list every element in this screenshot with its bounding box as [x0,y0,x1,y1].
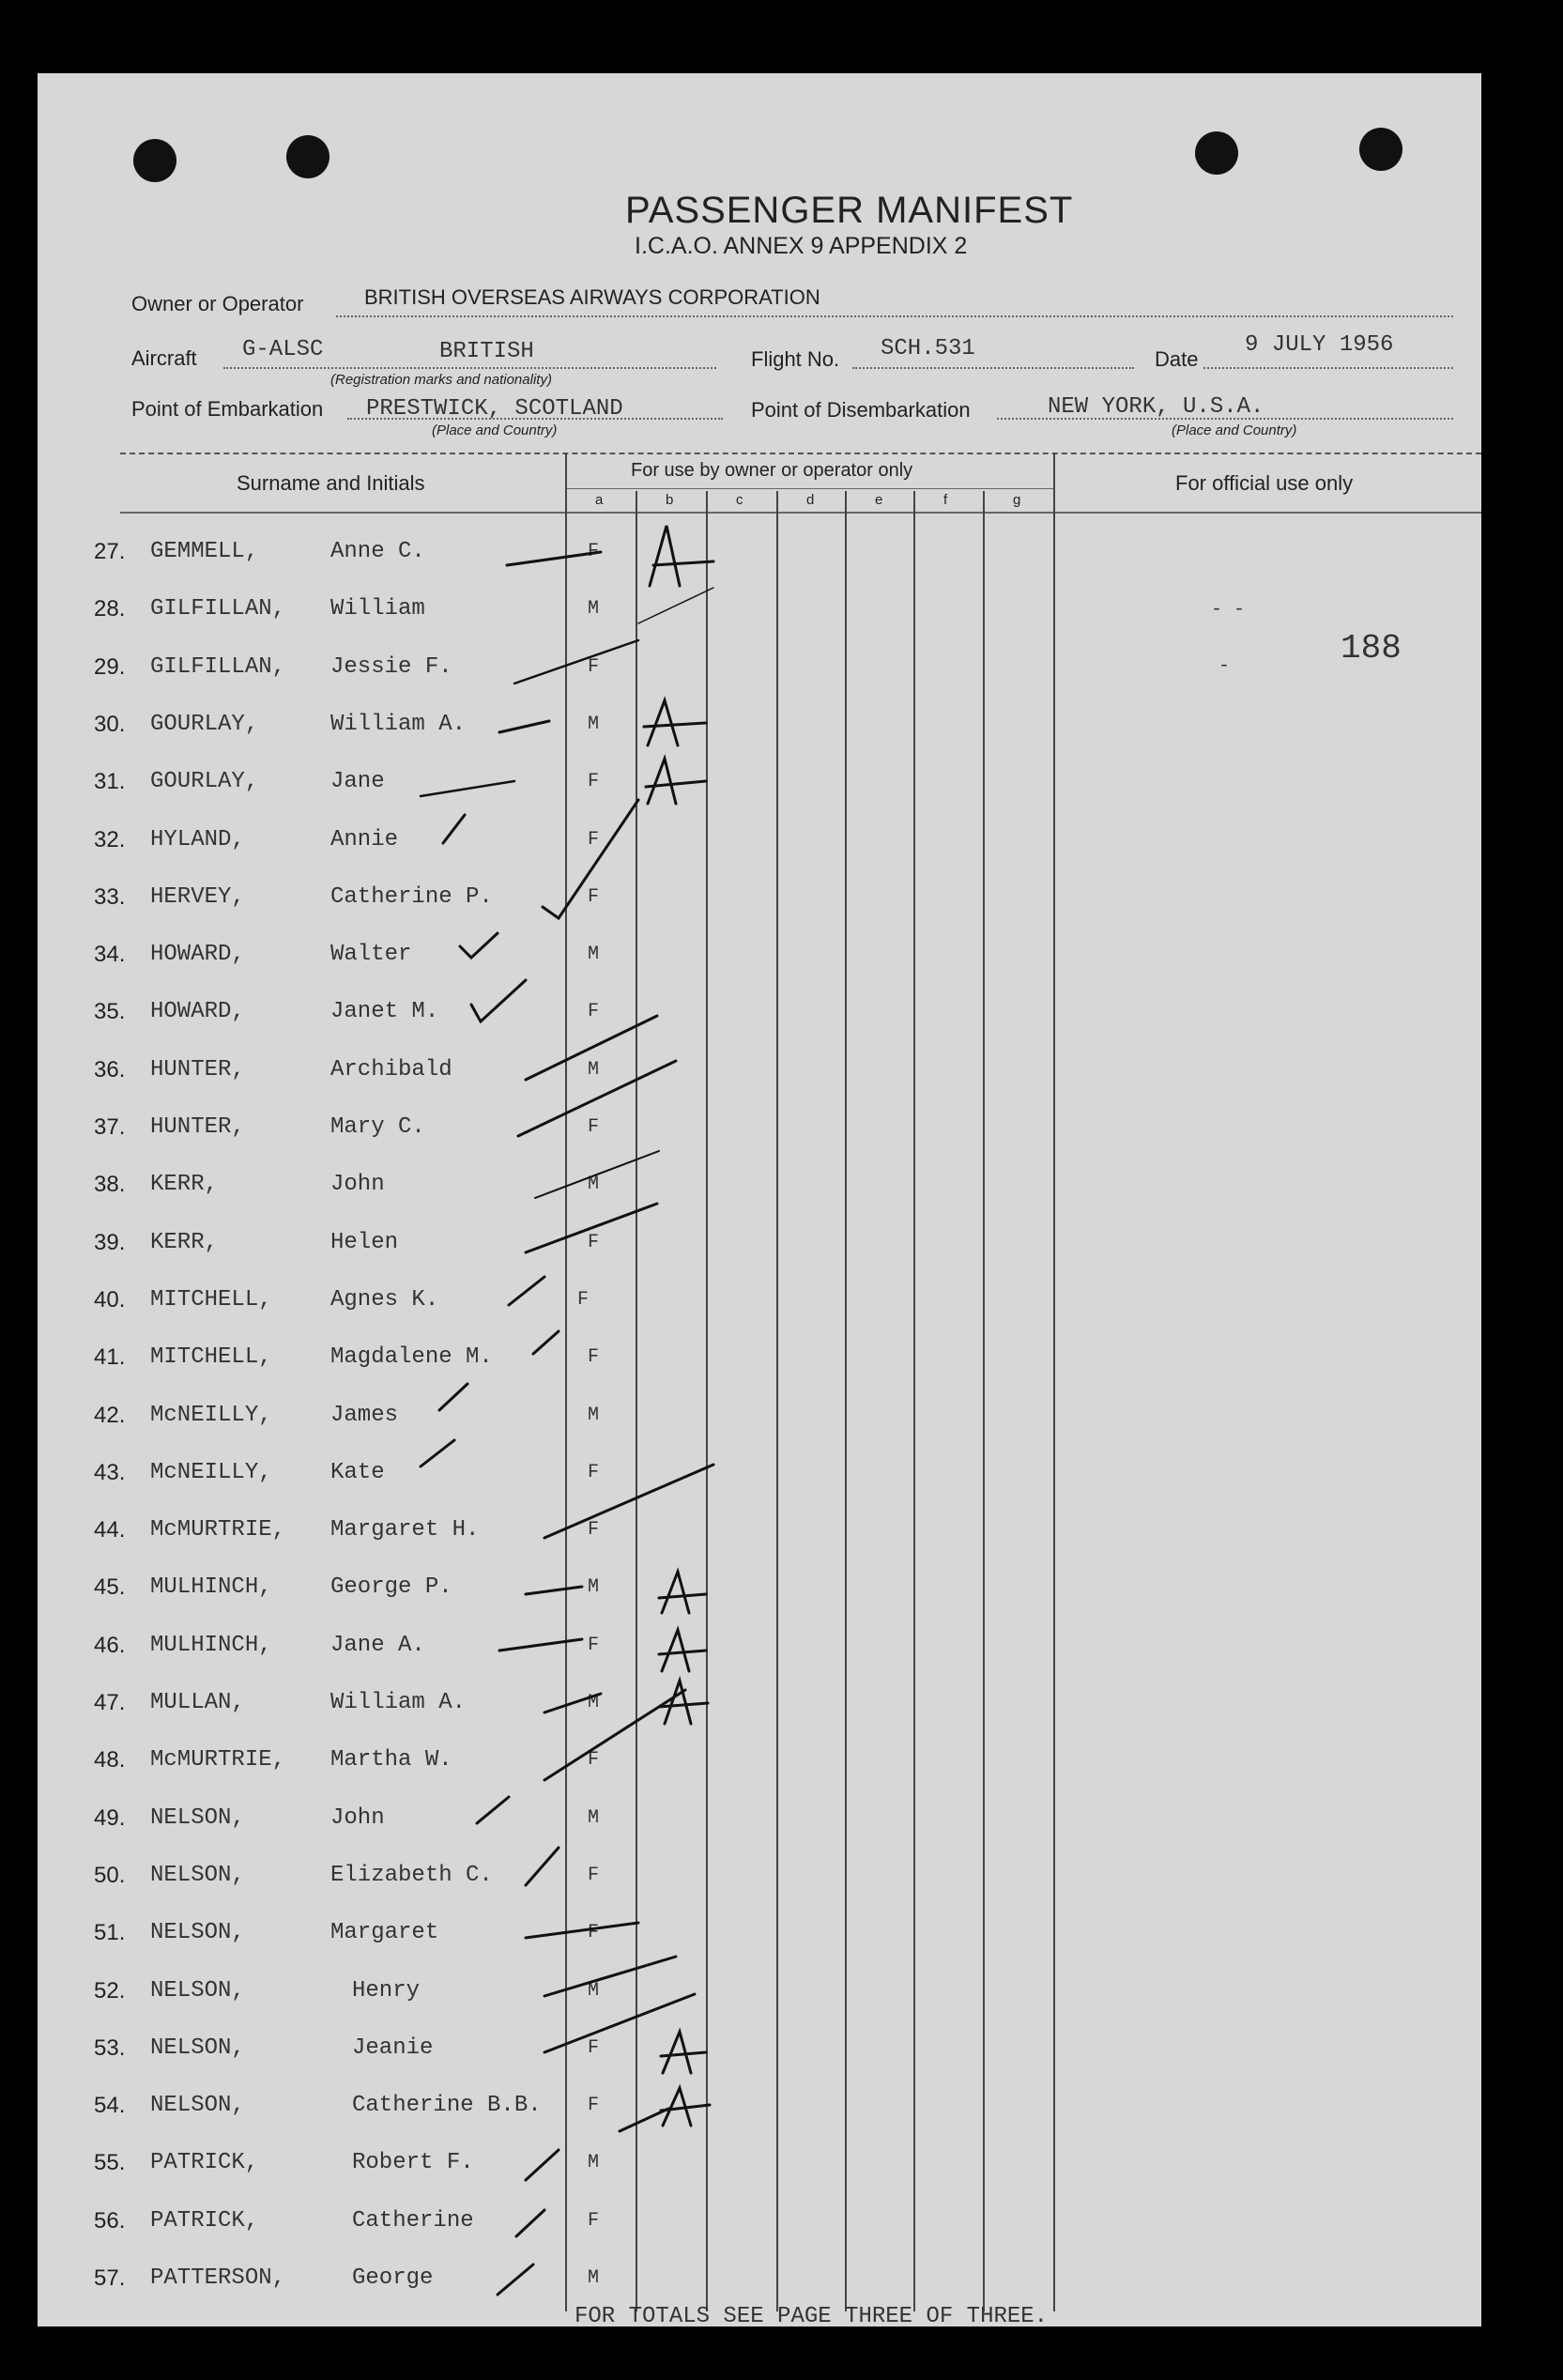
date-value: 9 JULY 1956 [1245,332,1394,358]
check-mark [471,980,526,1021]
owner-column-header: For use by owner or operator only [631,460,913,481]
passenger-sex: F [588,2037,600,2059]
passenger-given-names: Mary C. [330,1114,425,1140]
a-mark [646,759,706,804]
passenger-given-names: Jane [330,769,385,794]
passenger-surname: MITCHELL, [150,1344,272,1370]
official-dash: - - [1211,599,1246,621]
row-number: 38. [94,1172,126,1197]
passenger-surname: McNEILLY, [150,1460,272,1485]
a-mark [659,1630,706,1671]
row-number: 35. [94,999,126,1024]
passenger-surname: PATRICK, [150,2150,259,2175]
passenger-sex: M [588,1692,600,1713]
row-number: 48. [94,1747,126,1773]
check-mark [477,1797,509,1823]
passenger-sex: F [588,1519,600,1541]
row-number: 40. [94,1287,126,1313]
check-mark [439,1384,467,1410]
disembarkation-value: NEW YORK, U.S.A. [1048,394,1264,420]
check-mark [638,588,713,623]
passenger-sex: F [588,541,600,562]
passenger-surname: NELSON, [150,1978,245,2004]
passenger-sex: F [588,1116,600,1138]
aircraft-label: Aircraft [131,346,197,370]
check-mark [544,1694,601,1712]
check-mark [533,1331,559,1354]
passenger-sex: F [588,1922,600,1943]
embarkation-label: Point of Embarkation [131,397,324,421]
row-number: 56. [94,2208,126,2234]
check-mark [526,1923,638,1938]
column-letter: c [736,492,743,508]
passenger-surname: GILFILLAN, [150,654,286,680]
passenger-surname: McNEILLY, [150,1403,272,1428]
page-subtitle: I.C.A.O. ANNEX 9 APPENDIX 2 [635,233,968,259]
check-mark [620,2109,668,2131]
flight-label: Flight No. [751,347,840,371]
column-letter: f [943,492,948,508]
passenger-sex: M [588,1174,600,1195]
passenger-sex: F [588,1635,600,1656]
passenger-sex: M [588,714,600,735]
a-mark [659,1572,706,1613]
row-number: 55. [94,2150,126,2175]
passenger-given-names: Martha W. [330,1747,452,1773]
passenger-given-names: Margaret [330,1920,439,1945]
passenger-sex: M [588,2267,600,2289]
passenger-sex: M [588,1059,600,1081]
row-number: 53. [94,2035,126,2061]
passenger-given-names: Elizabeth C. [330,1863,493,1888]
row-number: 29. [94,654,126,680]
date-label: Date [1155,347,1199,371]
passenger-surname: KERR, [150,1172,219,1197]
check-mark [514,640,638,683]
row-number: 57. [94,2265,126,2291]
row-number: 49. [94,1805,126,1831]
a-mark [661,2032,706,2073]
embarkation-value: PRESTWICK, SCOTLAND [366,396,623,422]
check-mark [507,552,601,565]
row-number: 32. [94,827,126,852]
row-number: 41. [94,1344,126,1370]
handwritten-marks [38,73,1481,2326]
passenger-given-names: Jessie F. [330,654,452,680]
row-number: 33. [94,884,126,910]
row-number: 27. [94,539,126,564]
passenger-given-names: Catherine B.B. [352,2093,542,2118]
check-mark [499,721,549,732]
passenger-given-names: Catherine [352,2208,474,2234]
passenger-given-names: James [330,1403,399,1428]
row-number: 43. [94,1460,126,1485]
passenger-sex: M [588,2152,600,2173]
passenger-sex: F [588,771,600,792]
passenger-given-names: Jeanie [352,2035,434,2061]
check-mark [509,1277,544,1305]
column-letter: b [666,492,674,508]
check-mark [526,1016,657,1080]
passenger-surname: McMURTRIE, [150,1747,286,1773]
passenger-given-names: John [330,1172,385,1197]
passenger-given-names: George [352,2265,434,2291]
passenger-given-names: William [330,596,425,622]
flight-number: SCH.531 [881,336,975,361]
passenger-given-names: Magdalene M. [330,1344,493,1370]
aircraft-registration: G-ALSC [242,337,324,362]
check-mark [543,800,638,918]
check-mark [544,1957,676,1996]
row-number: 51. [94,1920,126,1945]
passenger-surname: MULHINCH, [150,1574,272,1600]
check-mark [544,1690,685,1780]
passenger-surname: GEMMELL, [150,539,259,564]
passenger-sex: M [588,1576,600,1598]
passenger-surname: KERR, [150,1230,219,1255]
column-letter: d [806,492,815,508]
row-number: 45. [94,1574,126,1600]
row-number: 39. [94,1230,126,1255]
passenger-given-names: George P. [330,1574,452,1600]
passenger-surname: HOWARD, [150,942,245,967]
passenger-sex: F [588,1001,600,1022]
passenger-sex: M [588,598,600,620]
disembarkation-label: Point of Disembarkation [751,398,971,422]
check-mark [535,1151,659,1198]
passenger-surname: PATTERSON, [150,2265,286,2291]
a-mark [661,2088,710,2126]
passenger-given-names: Archibald [330,1057,452,1083]
passenger-surname: NELSON, [150,2093,245,2118]
owner-label: Owner or Operator [131,292,304,315]
column-letter: a [595,492,604,508]
passenger-sex: M [588,1980,600,2002]
passenger-surname: NELSON, [150,1920,245,1945]
passenger-given-names: Walter [330,942,412,967]
check-mark [526,1848,559,1885]
passenger-sex: F [588,886,600,908]
passenger-surname: NELSON, [150,1863,245,1888]
passenger-given-names: John [330,1805,385,1831]
totals-footer-note: FOR TOTALS SEE PAGE THREE OF THREE. [575,2304,1049,2329]
passenger-surname: PATRICK, [150,2208,259,2234]
column-letter: g [1013,492,1021,508]
row-number: 37. [94,1114,126,1140]
passenger-sex: F [588,1462,600,1483]
passenger-given-names: Agnes K. [330,1287,439,1313]
check-mark [526,1587,582,1594]
passenger-sex: F [588,1346,600,1368]
passenger-sex: F [588,656,600,678]
check-mark [516,2210,544,2236]
row-number: 36. [94,1057,126,1083]
passenger-given-names: Helen [330,1230,399,1255]
column-letter: e [875,492,883,508]
a-mark [650,526,713,586]
passenger-sex: M [588,1405,600,1426]
check-mark [421,1440,454,1466]
a-mark [644,700,706,745]
official-number: 188 [1341,629,1402,668]
check-mark [443,815,465,843]
passenger-surname: HYLAND, [150,827,245,852]
row-number: 28. [94,596,126,622]
row-number: 30. [94,712,126,737]
passenger-surname: HERVEY, [150,884,245,910]
passenger-surname: McMURTRIE, [150,1517,286,1543]
passenger-sex: M [588,1807,600,1829]
official-column-header: For official use only [1175,471,1354,495]
passenger-given-names: Janet M. [330,999,439,1024]
check-mark [544,1465,713,1538]
embarkation-note: (Place and Country) [432,422,558,438]
passenger-given-names: Henry [352,1978,421,2004]
check-mark [421,781,514,796]
manifest-page [38,73,1481,2329]
disembarkation-note: (Place and Country) [1172,422,1297,438]
passenger-sex: F [588,2210,600,2232]
check-mark [544,1994,695,2052]
passenger-given-names: William A. [330,712,467,737]
passenger-surname: GILFILLAN, [150,596,286,622]
passenger-given-names: Annie [330,827,399,852]
row-number: 54. [94,2093,126,2118]
passenger-sex: F [588,1749,600,1771]
row-number: 47. [94,1690,126,1715]
check-mark [460,933,498,958]
row-number: 50. [94,1863,126,1888]
passenger-surname: NELSON, [150,1805,245,1831]
check-mark [526,1204,657,1252]
passenger-surname: MULHINCH, [150,1633,272,1658]
row-number: 46. [94,1633,126,1658]
owner-value: BRITISH OVERSEAS AIRWAYS CORPORATION [364,285,820,309]
passenger-sex: M [588,944,600,965]
passenger-given-names: Margaret H. [330,1517,480,1543]
check-mark [498,2265,533,2295]
passenger-sex: F [588,829,600,851]
passenger-surname: GOURLAY, [150,712,259,737]
check-mark [499,1639,582,1651]
passenger-surname: MULLAN, [150,1690,245,1715]
passenger-given-names: Catherine P. [330,884,493,910]
passenger-surname: HOWARD, [150,999,245,1024]
row-number: 42. [94,1403,126,1428]
page-title: PASSENGER MANIFEST [625,190,1074,231]
passenger-given-names: Kate [330,1460,385,1485]
passenger-given-names: Robert F. [352,2150,474,2175]
passenger-sex: F [588,1232,600,1253]
aircraft-note: (Registration marks and nationality) [330,372,552,388]
check-mark [526,2150,559,2180]
surname-column-header: Surname and Initials [237,471,425,495]
row-number: 34. [94,942,126,967]
row-number: 31. [94,769,126,794]
passenger-given-names: William A. [330,1690,467,1715]
row-number: 52. [94,1978,126,2004]
passenger-given-names: Anne C. [330,539,425,564]
passenger-surname: HUNTER, [150,1114,245,1140]
passenger-sex: F [577,1289,590,1311]
passenger-sex: F [588,2095,600,2116]
row-number: 44. [94,1517,126,1543]
passenger-surname: MITCHELL, [150,1287,272,1313]
passenger-surname: NELSON, [150,2035,245,2061]
passenger-sex: F [588,1865,600,1886]
aircraft-nationality: BRITISH [439,339,534,364]
passenger-given-names: Jane A. [330,1633,425,1658]
official-dash: - [1218,655,1231,677]
passenger-surname: HUNTER, [150,1057,245,1083]
passenger-surname: GOURLAY, [150,769,259,794]
